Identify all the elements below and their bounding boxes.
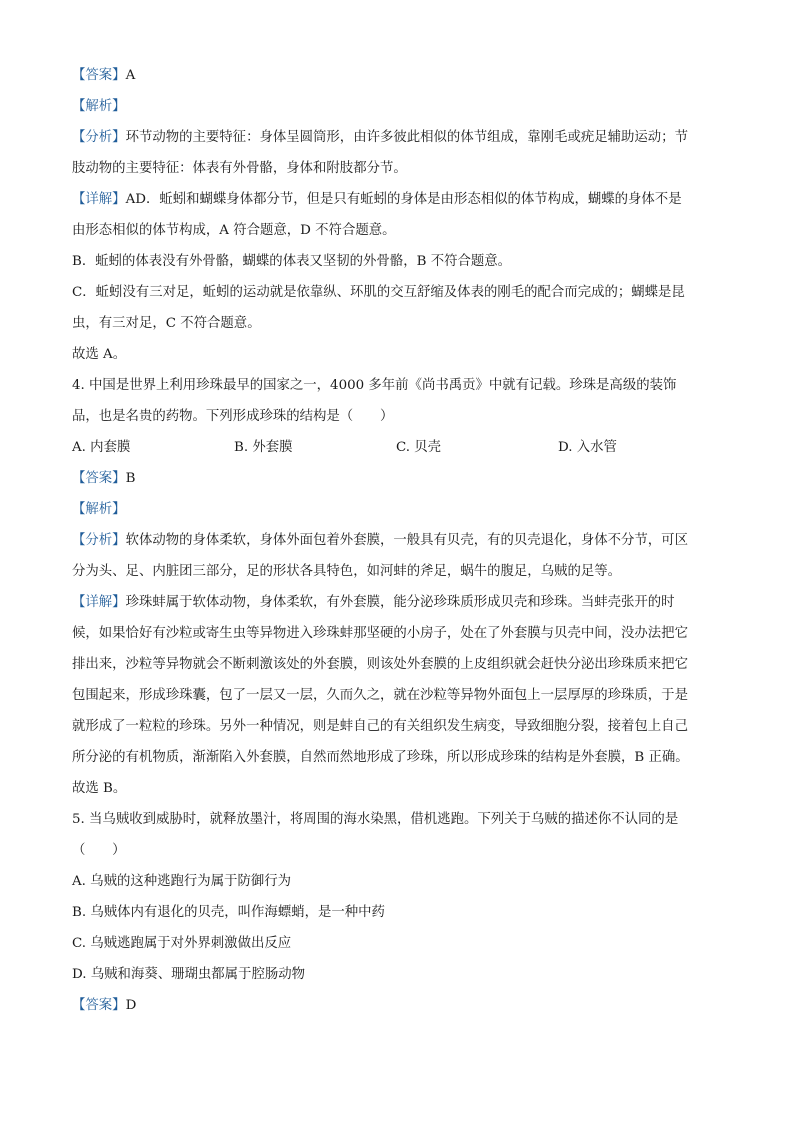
line-text: （ ） [72, 843, 126, 858]
text-line [72, 277, 722, 308]
section-tag: 【答案】 [72, 68, 126, 83]
section-text: D [125, 998, 137, 1013]
text-line [72, 246, 722, 277]
text-line [72, 928, 722, 959]
line-text: 环节动物的主要特征：身体呈圆筒形，由许多彼此相似的体节组成，靠刚毛或疣足辅助运动；节 [125, 130, 688, 145]
text-line [72, 866, 722, 897]
section-tag: 【解析】 [72, 99, 126, 114]
line-text: 虫，有三对足，C 不符合题意。 [72, 316, 261, 331]
text-line [72, 122, 722, 153]
text-line [72, 401, 722, 432]
option-item: C. 贝壳 [396, 440, 442, 455]
line-text: 珍珠蚌属于软体动物，身体柔软，有外套膜，能分泌珍珠质形成贝壳和珍珠。当蚌壳张开的时 [125, 595, 675, 610]
text-line [72, 184, 722, 215]
section-tag: 【解析】 [72, 502, 126, 517]
text-line [72, 897, 722, 928]
text-line [72, 525, 722, 556]
text-line [72, 680, 722, 711]
answer-line [72, 990, 722, 1021]
option-item: D. 入水管 [558, 440, 617, 455]
option-item: B. 外套膜 [234, 440, 293, 455]
line-text: 分为头、足、内脏团三部分，足的形状各具特色，如河蚌的斧足，蜗牛的腹足，乌贼的足等。 [72, 564, 622, 579]
text-line [72, 804, 722, 835]
answer-line [72, 60, 722, 91]
text-line [72, 773, 722, 804]
line-text: 所分泌的有机物质，渐渐陷入外套膜，自然而然地形成了珍珠，所以形成珍珠的结构是外套膜，B 正确。 [72, 750, 689, 765]
text-line [72, 556, 722, 587]
line-text: 软体动物的身体柔软，身体外面包着外套膜，一般具有贝壳，有的贝壳退化，身体不分节，可区 [125, 533, 688, 548]
text-line [72, 742, 722, 773]
text-line [72, 711, 722, 742]
text-line [72, 649, 722, 680]
section-text: A [125, 68, 136, 83]
answer-line [72, 463, 722, 494]
line-text: 品，也是名贵的药物。下列形成珍珠的结构是（ ） [72, 409, 394, 424]
section-text: B [125, 471, 136, 486]
text-line [72, 618, 722, 649]
section-tag: 【分析】 [72, 533, 126, 548]
section-tag: 【详解】 [72, 595, 126, 610]
text-line [72, 835, 722, 866]
line-text: A. 乌贼的这种逃跑行为属于防御行为 [72, 874, 292, 889]
text-line [72, 370, 722, 401]
line-text: 故选 A。 [72, 347, 127, 362]
line-text: 故选 B。 [72, 781, 127, 796]
line-text: 候，如果恰好有沙粒或寄生虫等异物进入珍珠蚌那坚硬的小房子，处在了外套膜与贝壳中间，没办法把它 [72, 626, 688, 641]
text-line [72, 587, 722, 618]
section-tag: 【答案】 [72, 471, 126, 486]
section-tag: 【答案】 [72, 998, 126, 1013]
analysis-heading [72, 494, 722, 525]
line-text: 就形成了一粒粒的珍珠。另外一种情况，则是蚌自己的有关组织发生病变，导致细胞分裂，接着包上自己 [72, 719, 688, 734]
section-tag: 【详解】 [72, 192, 126, 207]
line-text: 5. 当乌贼收到威胁时，就释放墨汁，将周围的海水染黑，借机逃跑。下列关于乌贼的描述你不认同的是 [72, 812, 679, 827]
document-page [72, 60, 722, 1021]
text-line [72, 215, 722, 246]
line-text: C．蚯蚓没有三对足，蚯蚓的运动就是依靠纵、环肌的交互舒缩及体表的刚毛的配合而完成的；蝴蝶是昆 [72, 285, 685, 300]
line-text: B．蚯蚓的体表没有外骨骼，蝴蝶的体表又坚韧的外骨骼，B 不符合题意。 [72, 254, 512, 269]
text-line [72, 959, 722, 990]
section-tag: 【分析】 [72, 130, 126, 145]
line-text: D. 乌贼和海葵、珊瑚虫都属于腔肠动物 [72, 967, 306, 982]
line-text: 肢动物的主要特征：体表有外骨骼，身体和附肢都分节。 [72, 161, 407, 176]
line-text: 由形态相似的体节构成，A 符合题意，D 不符合题意。 [72, 223, 396, 238]
text-line [72, 339, 722, 370]
line-text: 排出来，沙粒等异物就会不断刺激该处的外套膜，则该处外套膜的上皮组织就会赶快分泌出珍珠质来把它 [72, 657, 688, 672]
text-line [72, 153, 722, 184]
line-text: B. 乌贼体内有退化的贝壳，叫作海螵蛸，是一种中药 [72, 905, 385, 920]
line-text: 4. 中国是世界上利用珍珠最早的国家之一，4000 多年前《尚书禹贡》中就有记载。珍珠是高级的装饰 [72, 378, 677, 393]
analysis-heading [72, 91, 722, 122]
option-row [72, 432, 722, 463]
line-text: 包围起来，形成珍珠囊，包了一层又一层，久而久之，就在沙粒等异物外面包上一层厚厚的珍珠质，于是 [72, 688, 688, 703]
line-text: AD．蚯蚓和蝴蝶身体都分节，但是只有蚯蚓的身体是由形态相似的体节构成，蝴蝶的身体不是 [125, 192, 682, 207]
text-line [72, 308, 722, 339]
option-item: A. 内套膜 [72, 440, 131, 455]
line-text: C. 乌贼逃跑属于对外界刺激做出反应 [72, 936, 292, 951]
